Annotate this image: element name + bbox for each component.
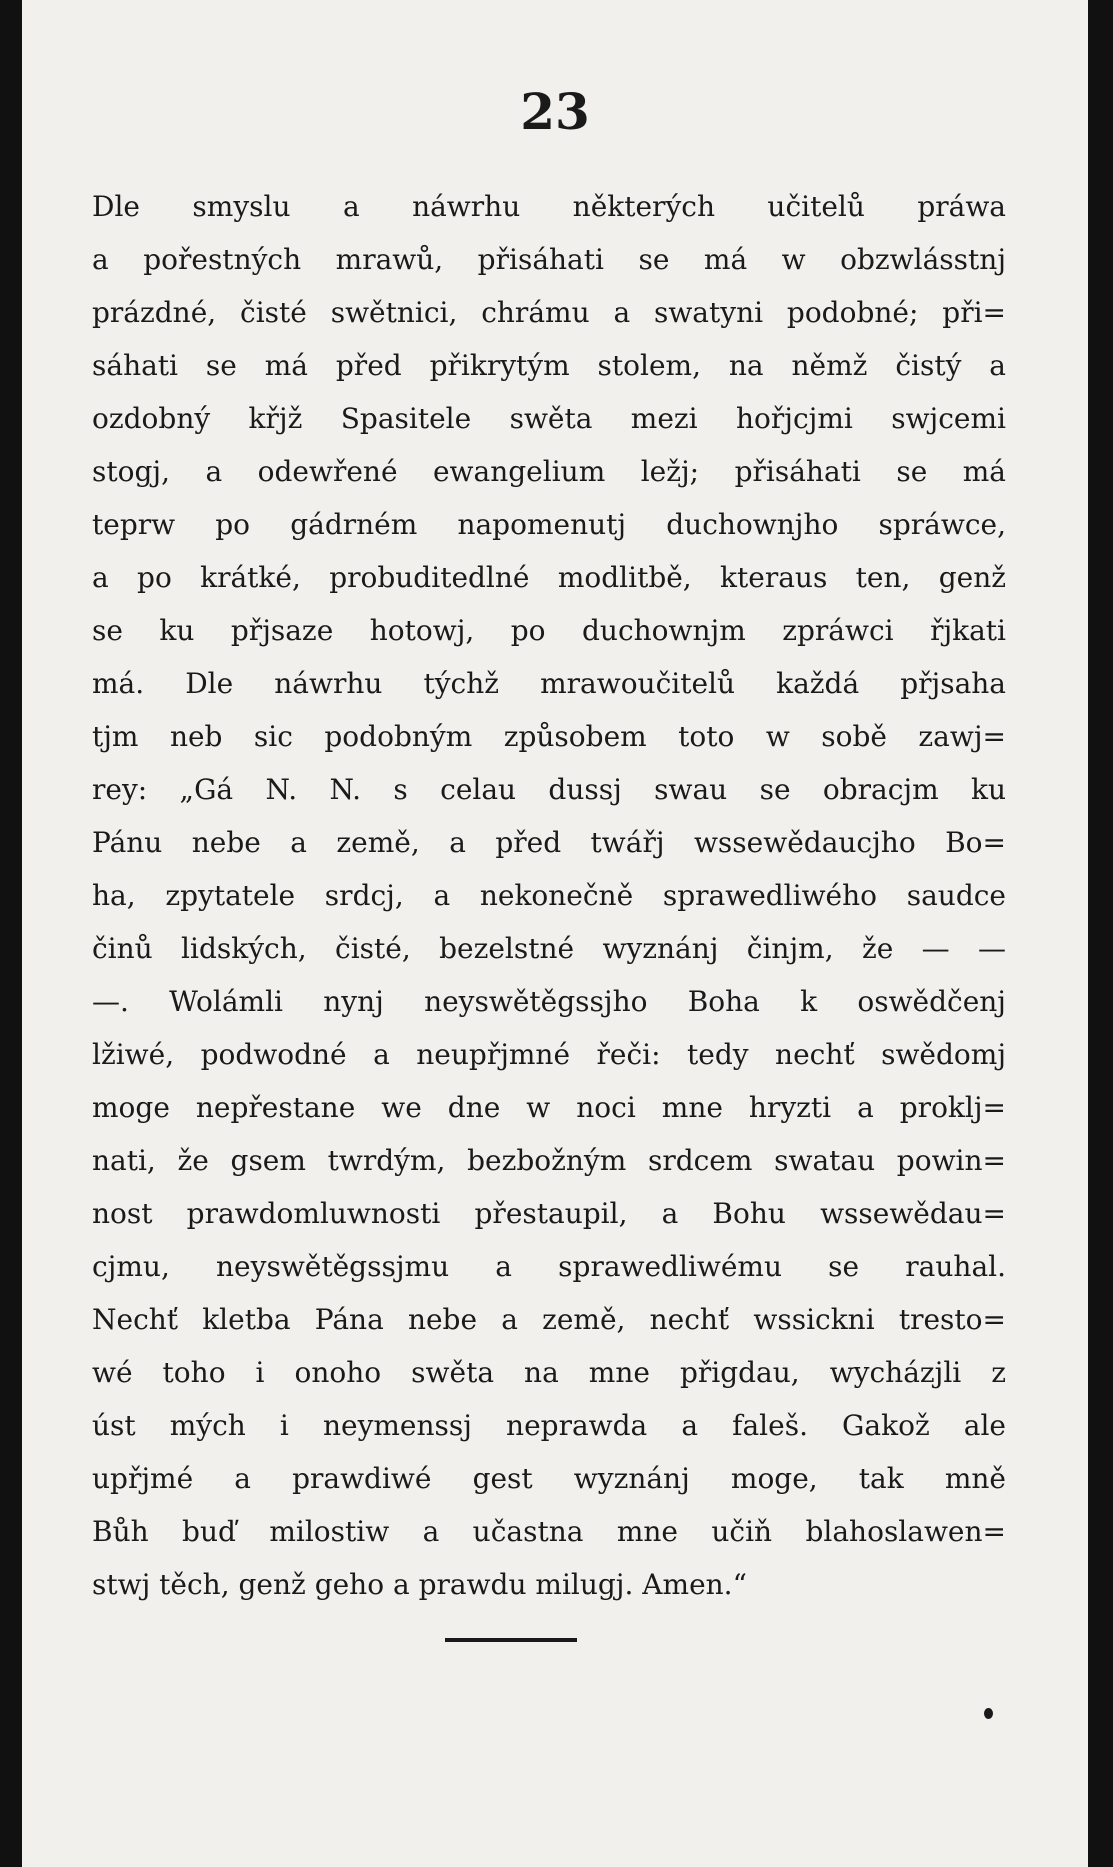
- text-line: ha, zpytatele srdcj, a nekonečně sprawedliwého saudce: [92, 879, 1006, 912]
- text-line: stogj, a odewřené ewangelium ležj; přisáhati se má: [92, 455, 1006, 488]
- text-line: úst mých i neymenssj neprawda a faleš. Gakož ale: [92, 1409, 1006, 1442]
- text-line: má. Dle náwrhu týchž mrawoučitelů každá přjsaha: [92, 667, 1006, 700]
- text-line: Dle smyslu a náwrhu některých učitelů práwa: [92, 190, 1006, 223]
- body-text: [92, 180, 1006, 1611]
- text-line: Nechť kletba Pána nebe a země, nechť wssickni tresto=: [92, 1303, 1006, 1336]
- text-line: a po krátké, probuditedlné modlitbě, kteraus ten, genž: [92, 561, 1006, 594]
- text-line: nost prawdomluwnosti přestaupil, a Bohu wssewědau=: [92, 1197, 1006, 1230]
- text-line: rey: „Gá N. N. s celau dussj swau se obracjm ku: [92, 773, 1006, 806]
- text-line: teprw po gádrném napomenutj duchownjho spráwce,: [92, 508, 1006, 541]
- text-line: cjmu, neyswětěgssjmu a sprawedliwému se rauhal.: [92, 1250, 1006, 1283]
- page-number: 23: [520, 82, 590, 141]
- text-line: Bůh buď milostiw a učastna mne učiň blahoslawen=: [92, 1515, 1006, 1548]
- text-line: tjm neb sic podobným způsobem toto w sobě zawj=: [92, 720, 1006, 753]
- text-line: moge nepřestane we dne w noci mne hryzti a proklj=: [92, 1091, 1006, 1124]
- text-line: prázdné, čisté swětnici, chrámu a swatyni podobné; při=: [92, 296, 1006, 329]
- text-line: a pořestných mrawů, přisáhati se má w obzwlásstnj: [92, 243, 1006, 276]
- text-line: wé toho i onoho swěta na mne přigdau, wycházjli z: [92, 1356, 1006, 1389]
- text-line: upřjmé a prawdiwé gest wyznánj moge, tak mně: [92, 1462, 1006, 1495]
- text-line: nati, že gsem twrdým, bezbožným srdcem swatau powin=: [92, 1144, 1006, 1177]
- ink-dot: [984, 1708, 993, 1719]
- text-line: ozdobný křjž Spasitele swěta mezi hořjcjmi swjcemi: [92, 402, 1006, 435]
- text-line: činů lidských, čisté, bezelstné wyznánj činjm, že — —: [92, 932, 1006, 965]
- text-line: stwj těch, genž geho a prawdu milugj. Amen.“: [92, 1568, 747, 1601]
- text-line: Pánu nebe a země, a před twářj wssewědaucjho Bo=: [92, 826, 1006, 859]
- book-page: [22, 0, 1088, 1867]
- text-line: —. Wolámli nynj neyswětěgssjho Boha k oswědčenj: [92, 985, 1006, 1018]
- text-line: lžiwé, podwodné a neupřjmné řeči: tedy nechť swědomj: [92, 1038, 1006, 1071]
- text-line: sáhati se má před přikrytým stolem, na němž čistý a: [92, 349, 1006, 382]
- text-line: se ku přjsaze hotowj, po duchownjm zpráwci řjkati: [92, 614, 1006, 647]
- section-divider: [445, 1638, 577, 1642]
